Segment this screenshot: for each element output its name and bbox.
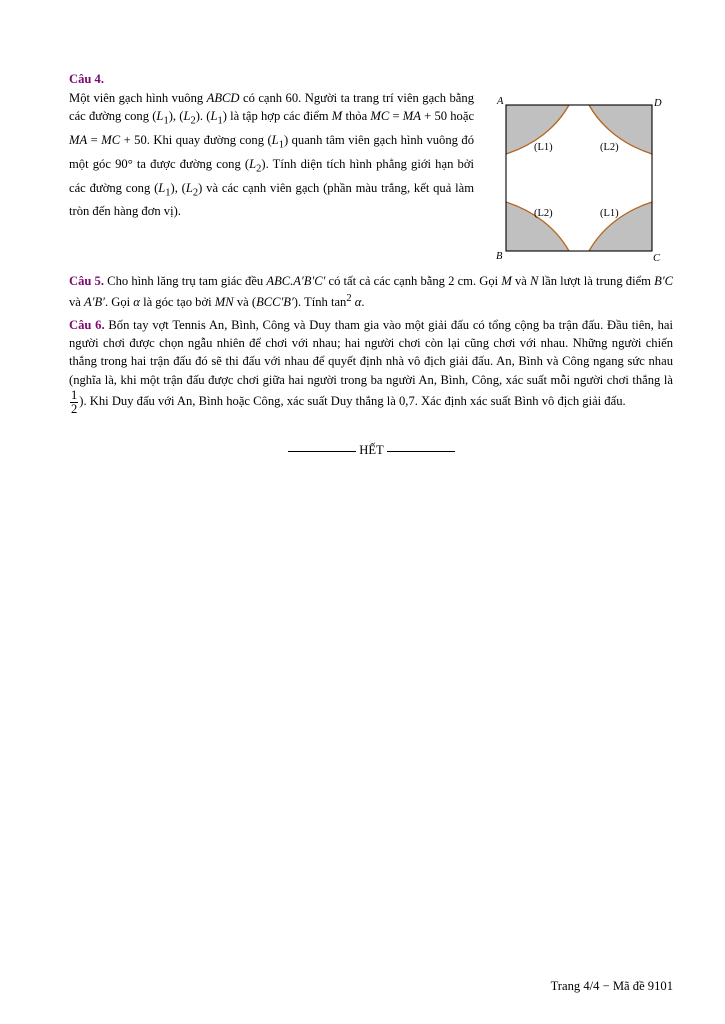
shaded-corners (506, 105, 652, 251)
question-5 (69, 272, 673, 312)
corner-shade-c (589, 202, 652, 251)
question-5-label: Câu 5. (69, 274, 104, 288)
curve-label-br: (L1) (600, 208, 619, 219)
question-4 (69, 70, 474, 220)
question-4-label: Câu 4. (69, 72, 104, 86)
end-line-right (387, 451, 455, 452)
question-4-body: Một viên gạch hình vuông ABCD có cạnh 60. Người ta trang trí viên gạch bằng các đường cong $(L_1)$, $(L_2)$. $(L_1)$ là tập hợp các điểm M thỏa MC = MA + 50 hoặc MA = MC + 50. Khi quay đường cong $(L_1)$ quanh tâm viên gạch hình vuông đó một góc 90° ta được đường cong $(L_2)$. Tính diện tích hình phẳng giới hạn bởi các đường cong $(L_1)$, $(L_2)$ và các cạnh viên gạch (phần màu trắng, kết quả làm tròn đến hàng đơn vị). (69, 91, 475, 219)
end-text: HẾT (359, 443, 384, 457)
question-6 (69, 316, 673, 416)
vertex-label-b: B (496, 251, 503, 262)
end-marker (284, 443, 459, 458)
curve-label-bl: (L2) (534, 208, 553, 219)
vertex-label-a: A (497, 96, 504, 107)
tile-figure (494, 93, 674, 265)
curve-label-tr: (L2) (600, 142, 619, 153)
corner-shade-d (589, 105, 652, 154)
question-6-label: Câu 6. (69, 318, 105, 332)
vertex-label-c: C (653, 253, 661, 264)
vertex-label-d: D (654, 98, 662, 109)
end-line-left (288, 451, 356, 452)
curve-label-tl: (L1) (534, 142, 553, 153)
question-5-body: Cho hình lăng trụ tam giác đều ABC.A′B′C′ có tất cả các cạnh bằng 2 cm. Gọi M và N lần lượt là trung điểm B′C và A′B′. Gọi α là góc tạo bởi MN và (BCC′B′). Tính $\tan^2 \alpha$. (69, 274, 673, 310)
tile-diagram (494, 93, 674, 265)
question-6-body: Bốn tay vợt Tennis An, Bình, Công và Duy tham gia vào một giải đấu có tổng cộng ba trận đấu. Đầu tiên, hai người chơi được chọn ngẫu nhiên để chơi với nhau; hai người chơi còn lại cũng chơi với nhau. Những người chiến thắng trong hai trận đấu đó sẽ thi đấu với nhau để quyết định nhà vô địch giải đấu. An, Bình và Công ngang sức nhau (nghĩa là, khi một trận đấu được chơi giữa hai người trong ba người An, Bình, Công, xác suất mỗi người chơi thắng là $\frac{1}{2}$ ). Khi Duy đấu với An, Bình hoặc Công, xác suất Duy thắng là 0,7. Xác định xác suất Bình vô địch giải đấu. (69, 318, 673, 416)
page-footer: Trang 4/4 − Mã đề 9101 (550, 979, 673, 993)
